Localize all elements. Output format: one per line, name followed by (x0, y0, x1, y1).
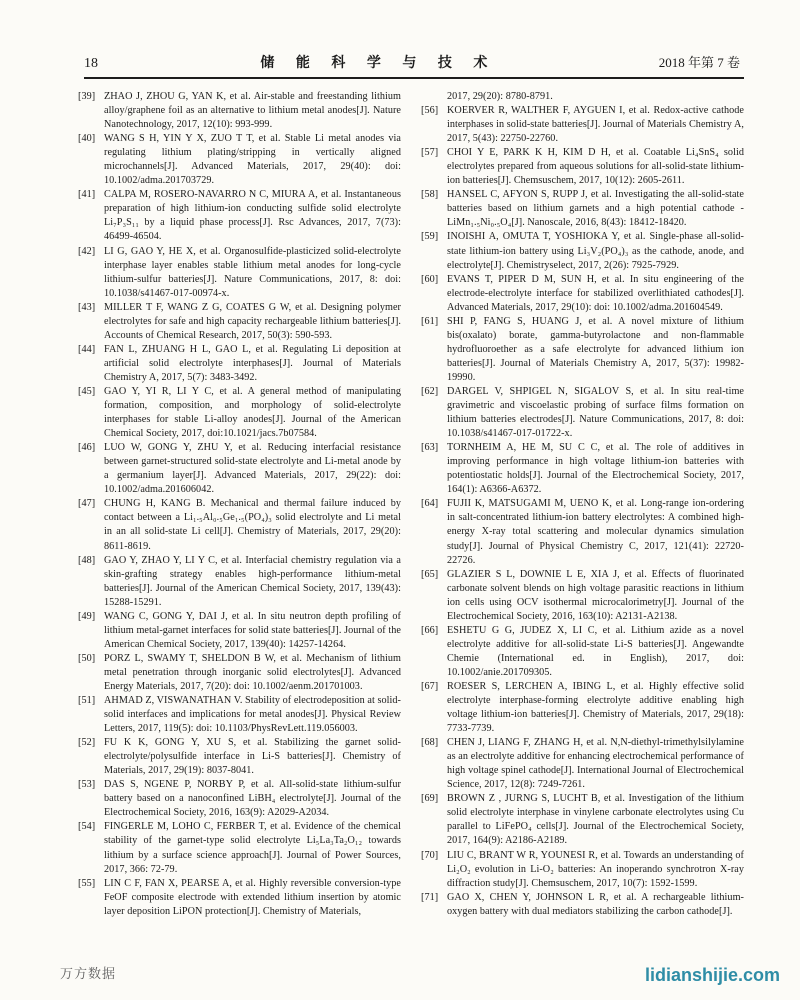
reference-text: ZHAO J, ZHOU G, YAN K, et al. Air-stable and freestanding lithium alloy/graphene foil as an alternative to lithium metal anodes[J]. Nature Nanotechnology, 2017, 12(10): 993-999. (104, 91, 401, 131)
volume-label: 2018 年第 7 卷 (658, 55, 740, 70)
reference-item (421, 188, 744, 230)
reference-number: [70] (421, 849, 439, 861)
reference-number: [52] (78, 737, 96, 749)
reference-item (78, 736, 401, 778)
reference-text: GLAZIER S L, DOWNIE L E, XIA J, et al. Effects of fluorinated carbonate solvent blends on high voltage parasitic reactions in lithium ion cells using OCV isothermal microcalorimetry[J]. Journal of the Electrochemical Society, 2016, 163(10): A2131-A2138. (447, 568, 744, 622)
reference-text: CHUNG H, KANG B. Mechanical and thermal failure induced by contact between a Li₁.₅Al₀.₅Ge₁.₅(PO₄)₃ solid electrolyte and Li metal in an all solid-state Li cell[J]. Chemistry of Materials, 2017, 29(20): 8611-8619. (104, 498, 401, 552)
reference-text: WANG C, GONG Y, DAI J, et al. In situ neutron depth profiling of lithium metal-garnet interfaces for solid state batteries[J]. Journal of the American Chemical Society, 2017, 139(40): 14257-14264. (104, 610, 401, 650)
reference-text: GAO Y, YI R, LI Y C, et al. A general method of manipulating formation, composition, and morphology of solid-electrolyte interphases for stable Li-alloy anodes[J]. Journal of the American Chemical Society, 2017, doi:10.1021/jacs.7b07584. (104, 385, 401, 440)
reference-item (421, 230, 744, 272)
reference-text: GAO Y, ZHAO Y, LI Y C, et al. Interfacial chemistry regulation via a skin-grafting strategy enables high-performance lithium-metal batteries[J]. Journal of the American Chemical Society, 2017, 139(43): 15288-15291. (104, 554, 401, 608)
reference-item (421, 441, 744, 497)
reference-number: [49] (78, 610, 96, 622)
reference-number: [66] (421, 624, 439, 636)
reference-item (421, 146, 744, 188)
reference-text: CHEN J, LIANG F, ZHANG H, et al. N,N-diethyl-trimethylsilylamine as an electrolyte additive for enhancing electrochemical performance of high voltage spinel cathode[J]. International Journal of Electrochemical Science, 2017, 12(8): 7249-7261. (447, 737, 744, 791)
reference-item (78, 694, 401, 736)
reference-item (421, 849, 744, 891)
reference-number: [53] (78, 779, 96, 791)
reference-text: PORZ L, SWAMY T, SHELDON B W, et al. Mechanism of lithium metal penetration through inorganic solid electrolytes[J]. Advanced Energy Materials, 2017, 7(20): doi: 10.1002/aenm.201701003. (104, 652, 401, 692)
reference-item (421, 104, 744, 146)
reference-number: [69] (421, 793, 439, 805)
reference-number: [67] (421, 680, 439, 692)
reference-number: [60] (421, 273, 439, 285)
reference-item (78, 343, 401, 385)
reference-item (421, 385, 744, 441)
reference-text: TORNHEIM A, HE M, SU C C, et al. The role of additives in improving performance in high voltage lithium-ion batteries with potentiostatic holds[J]. Journal of the Electrochemical Society, 2017, 164(1): A6366-A6372. (447, 442, 744, 496)
reference-text: DARGEL V, SHPIGEL N, SIGALOV S, et al. In situ real-time gravimetric and viscoelastic probing of surface films formation on lithium batteries electrodes[J]. Nature Communications, 2017, 8: doi: 10.1038/s41467-017-01722-x. (447, 385, 744, 440)
reference-text: WANG S H, YIN Y X, ZUO T T, et al. Stable Li metal anodes via regulating lithium plating/stripping in vertically aligned microchannels[J]. Advanced Materials, 2017, 29(40): doi: 10.1002/adma.201703729. (104, 133, 401, 187)
reference-text: CALPA M, ROSERO-NAVARRO N C, MIURA A, et al. Instantaneous preparation of high lithium-ion conducting sulfide solid electrolyte Li₇P₃S₁₁ by a liquid phase process[J]. Rsc Advances, 2017, 7(73): 46499-46504. (104, 189, 401, 243)
reference-text: SHI P, FANG S, HUANG J, et al. A novel mixture of lithium bis(oxalato) borate, gamma-butyrolactone and non-flammable hydrofluoroether as a safe electrolyte for advanced lithium ion batteries[J]. Journal of Materials Chemistry A, 2017, 5(37): 19982-19990. (447, 315, 744, 383)
reference-number: [61] (421, 315, 439, 327)
reference-number: [45] (78, 385, 96, 397)
reference-number: [46] (78, 442, 96, 454)
reference-text: LIU C, BRANT W R, YOUNESI R, et al. Towards an understanding of Li₂O₂ evolution in Li-O₂ batteries: An inoperando synchrotron X-ray diffraction study[J]. Chemsuschem, 2017, 10(7): 1592-1599. (447, 849, 744, 889)
reference-number: [47] (78, 498, 96, 510)
reference-number: [64] (421, 498, 439, 510)
reference-text: LI G, GAO Y, HE X, et al. Organosulfide-plasticized solid-electrolyte interphase layer enables stable lithium metal anodes for long-cycle lithium-sulfur batteries[J]. Nature Communications, 2017, 8: doi: 10.1038/s41467-017-00974-x. (104, 245, 401, 299)
reference-item (78, 301, 401, 343)
reference-text: DAS S, NGENE P, NORBY P, et al. All-solid-state lithium-sulfur battery based on a nanoconfined LiBH₄ electrolyte[J]. Journal of the Electrochemical Society, 2016, 163(9): A2029-A2034. (104, 779, 401, 819)
reference-number: [41] (78, 189, 96, 201)
reference-text: ROESER S, LERCHEN A, IBING L, et al. Highly effective solid electrolyte interphase-forming electrolyte additive enabling high voltage lithium-ion batteries[J]. Chemistry of Materials, 2017, 29(18): 7733-7739. (447, 680, 744, 735)
reference-number: [44] (78, 343, 96, 355)
reference-item (78, 90, 401, 132)
reference-text: FU K K, GONG Y, XU S, et al. Stabilizing the garnet solid-electrolyte/polysulfide interface in Li-S batteries[J]. Chemistry of Materials, 2017, 29(19): 8037-8041. (104, 737, 401, 777)
reference-item (78, 385, 401, 441)
reference-number: [62] (421, 385, 439, 397)
reference-item (421, 891, 744, 919)
reference-item (78, 778, 401, 820)
reference-item (78, 441, 401, 497)
wanfang-watermark: 万方数据 (60, 966, 117, 981)
header-divider (84, 77, 744, 79)
reference-number: [39] (78, 91, 96, 102)
reference-text: FINGERLE M, LOHO C, FERBER T, et al. Evidence of the chemical stability of the garnet-type solid electrolyte Li₅La₃Ta₂O₁₂ towards lithium by a surface science approach[J]. Journal of Power Sources, 2017, 366: 72-79. (104, 821, 401, 875)
reference-item (421, 792, 744, 848)
reference-text: FAN L, ZHUANG H L, GAO L, et al. Regulating Li deposition at artificial solid electrolyte interphases[J]. Journal of Materials Chemistry A, 2017, 5(7): 3483-3492. (104, 343, 401, 383)
reference-item (421, 680, 744, 736)
reference-number: [68] (421, 737, 439, 749)
page-number: 18 (84, 56, 98, 71)
reference-item (78, 188, 401, 244)
reference-number: [56] (421, 105, 439, 117)
reference-text: GAO X, CHEN Y, JOHNSON L R, et al. A rechargeable lithium-oxygen battery with dual mediators stabilizing the carbon cathode[J]. (447, 891, 744, 917)
reference-number: [40] (78, 133, 96, 145)
reference-item (421, 273, 744, 315)
reference-item (78, 820, 401, 876)
reference-item (421, 736, 744, 792)
reference-number: [51] (78, 695, 96, 707)
reference-text: MILLER T F, WANG Z G, COATES G W, et al. Designing polymer electrolytes for safe and high capacity rechargeable lithium batteries[J]. Accounts of Chemical Research, 2017, 50(3): 590-593. (104, 301, 401, 341)
website-link[interactable]: lidianshijie.com (644, 965, 780, 985)
reference-text: HANSEL C, AFYON S, RUPP J, et al. Investigating the all-solid-state batteries based on lithium garnets and a high potential cathode - LiMn₁.₅Ni₀.₅O₄[J]. Nanoscale, 2016, 8(43): 18412-18420. (447, 189, 744, 229)
reference-item (78, 610, 401, 652)
reference-number: [71] (421, 891, 439, 903)
reference-item (78, 132, 401, 188)
reference-text: EVANS T, PIPER D M, SUN H, et al. In situ engineering of the electrode-electrolyte interface for stabilized overlithiated cathodes[J]. Advanced Materials, 2017, 29(10): doi: 10.1002/adma.201604549. (447, 273, 744, 313)
reference-text: CHOI Y E, PARK K H, KIM D H, et al. Coatable Li₄SnS₄ solid electrolytes prepared from aqueous solutions for all-solid-state lithium-ion batteries[J]. Chemsuschem, 2017, 10(12): 2605-2611. (447, 147, 744, 187)
reference-number: [42] (78, 245, 96, 257)
reference-text: AHMAD Z, VISWANATHAN V. Stability of electrodeposition at solid-solid interfaces and implications for metal anodes[J]. Physical Review Letters, 2017, 119(5): doi: 10.1103/PhysRevLett.119.056003. (104, 695, 401, 735)
reference-item (78, 652, 401, 694)
reference-text: ESHETU G G, JUDEZ X, LI C, et al. Lithium azide as a novel electrolyte additive for all-solid-state Li-S batteries[J]. Angewandte Chemie (International ed. in English), 2017, doi: 10.1002/anie.201709305. (447, 624, 744, 678)
reference-list (78, 90, 744, 919)
reference-text: INOISHI A, OMUTA T, YOSHIOKA Y, et al. Single-phase all-solid-state lithium-ion battery using Li₃V₂(PO₄)₃ as the cathode, anode, and electrolyte[J]. Chemistryselect, 2017, 2(26): 7925-7929. (447, 231, 744, 271)
reference-item (421, 315, 744, 385)
reference-number: [58] (421, 189, 439, 201)
reference-item (421, 568, 744, 624)
reference-text: BROWN Z , JURNG S, LUCHT B, et al. Investigation of the lithium solid electrolyte interphase in vinylene carbonate electrolytes using Cu parallel to LiFePO₄ cells[J]. Journal of the Electrochemical Society, 2017, 164(9): A2186-A2189. (447, 793, 744, 847)
reference-item (78, 497, 401, 553)
reference-item (421, 90, 744, 104)
reference-column-left (78, 90, 401, 919)
reference-item (421, 624, 744, 680)
reference-text: FUJII K, MATSUGAMI M, UENO K, et al. Long-range ion-ordering in salt-concentrated lithium-ion battery electrolytes: A combined high-energy X-ray total scattering and molecular dynamics simulation study[J]. Journal of Physical Chemistry C, 2017, 121(41): 22720-22726. (447, 498, 744, 566)
reference-text: 2017, 29(20): 8780-8791. (447, 91, 553, 102)
reference-item (421, 497, 744, 567)
reference-text: LUO W, GONG Y, ZHU Y, et al. Reducing interfacial resistance between garnet-structured solid-state electrolyte and Li-metal anode by a germanium layer[J]. Advanced Materials, 2017, 29(22): doi: 10.1002/adma.201606042. (104, 442, 401, 496)
reference-item (78, 877, 401, 919)
reference-number: [63] (421, 442, 439, 454)
reference-column-right (421, 90, 744, 919)
reference-item (78, 245, 401, 301)
reference-number: [54] (78, 821, 96, 833)
reference-item (78, 554, 401, 610)
journal-title: 储 能 科 学 与 技 术 (260, 56, 497, 71)
reference-number: [65] (421, 568, 439, 580)
reference-number: [50] (78, 652, 96, 664)
reference-number: [48] (78, 554, 96, 566)
page-header (84, 52, 740, 72)
reference-number: [55] (78, 877, 96, 889)
reference-text: LIN C F, FAN X, PEARSE A, et al. Highly reversible conversion-type FeOF composite electrode with extended lithium insertion by atomic layer deposition LiPON protection[J]. Chemistry of Materials, (104, 877, 401, 917)
reference-number: [43] (78, 301, 96, 313)
reference-number: [59] (421, 231, 439, 243)
reference-text: KOERVER R, WALTHER F, AYGUEN I, et al. Redox-active cathode interphases in solid-state batteries[J]. Journal of Materials Chemistry A, 2017, 5(43): 22750-22760. (447, 105, 744, 145)
reference-number: [57] (421, 147, 439, 159)
